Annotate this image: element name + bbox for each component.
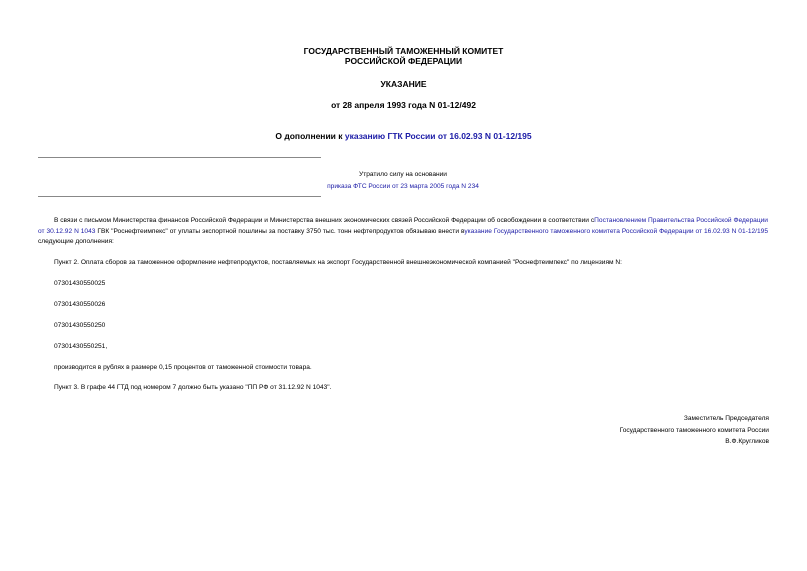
subject-reference-link[interactable]: указанию ГТК России от 16.02.93 N 01-12/195 <box>344 131 532 141</box>
status-note-link[interactable]: приказа ФТС России от 23 марта 2005 года N 234 <box>327 183 479 190</box>
document-date: от 28 апреля 1993 года N 01-12/492 <box>331 100 476 110</box>
status-note-text: Утратило силу на основании <box>359 171 447 178</box>
signature-organization: Государственного таможенного комитета России <box>619 426 769 434</box>
committee-line-1: ГОСУДАРСТВЕННЫЙ ТАМОЖЕННЫЙ КОМИТЕТ <box>303 46 504 56</box>
subject-prefix: О дополнении к <box>275 131 345 141</box>
license-number: 07301430550025 <box>54 280 106 287</box>
committee-line-2: РОССИЙСКОЙ ФЕДЕРАЦИИ <box>344 56 463 66</box>
document-subject <box>0 131 807 141</box>
signature-block <box>620 413 769 448</box>
license-number: 07301430550026 <box>54 301 106 308</box>
divider-bottom <box>38 196 321 197</box>
fee-paragraph: производится в рублях в размере 0,15 процентов от таможенной стоимости товара. <box>54 364 312 371</box>
license-number: 07301430550250 <box>54 322 106 329</box>
status-note <box>218 169 588 193</box>
signature-position: Заместитель Председателя <box>683 415 769 422</box>
license-number: 07301430550251, <box>54 343 108 350</box>
customs-instruction-link[interactable]: указание Государственного таможенного комитета Российской Федерации от 16.02.93 N 01-12/195 <box>464 227 769 235</box>
document-type: УКАЗАНИЕ <box>380 79 427 89</box>
intro-text-1: В связи с письмом Министерства финансов Российской Федерации и Министерства внешних экономических связей Российской Федерации об освобождении в соответствии с <box>54 217 595 224</box>
committee-name <box>0 46 807 66</box>
intro-text-2: ГВК "Роснефтеимпекс" от уплаты экспортной пошлины за поставку 3750 тыс. тонн нефтепродуктов обязываю внести в <box>95 227 465 235</box>
intro-text-3: следующие дополнения: <box>38 238 114 245</box>
government-resolution-link[interactable]: Постановлением Правительства Российской Федерации от 30.12.92 N 1043 <box>38 217 768 235</box>
point-3-paragraph: Пункт 3. В графе 44 ГТД под номером 7 должно быть указано "ПП РФ от 31.12.92 N 1043". <box>54 384 332 391</box>
intro-paragraph <box>38 216 768 248</box>
divider-top <box>38 157 321 158</box>
signature-name: В.Ф.Кругликов <box>725 438 769 445</box>
point-2-paragraph: Пункт 2. Оплата сборов за таможенное оформление нефтепродуктов, поставляемых на экспорт Государственной внешнеэкономической компанией "Роснефтеимпекс" по лицензиям N: <box>54 259 622 266</box>
